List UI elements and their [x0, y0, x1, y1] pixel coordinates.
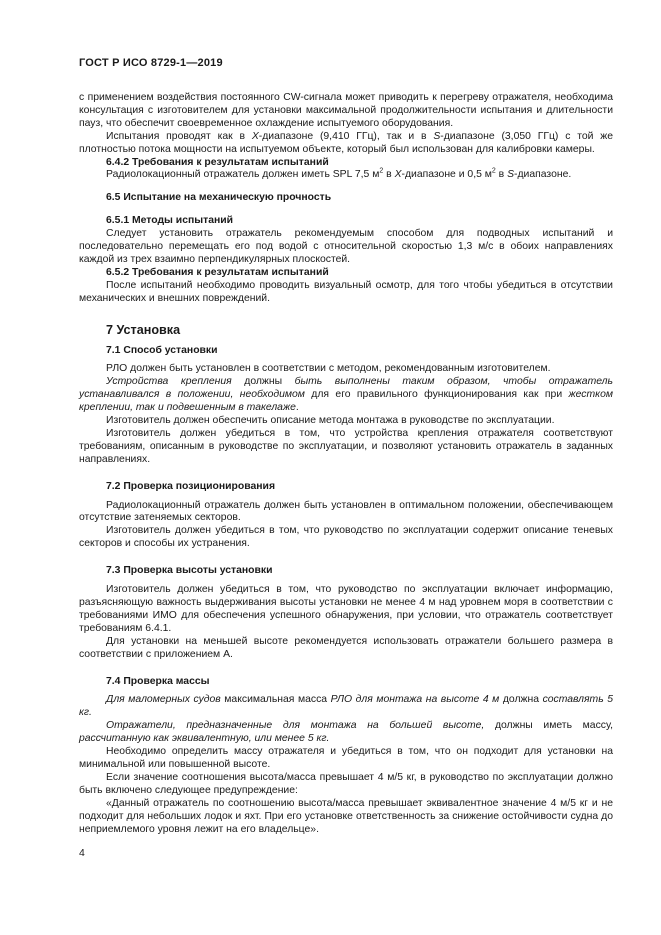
page-number: 4: [79, 848, 85, 859]
paragraph-7-1-1: РЛО должен быть установлен в соответствии с методом, рекомендованным изготовителем.: [106, 363, 551, 375]
paragraph-7-4-3: Необходимо определить массу отражателя и убедиться в том, что он подходит для установки на минимальной или повышенной высоте.: [79, 746, 613, 770]
paragraph-6-5-2: После испытаний необходимо проводить визуальный осмотр, для того чтобы убедиться в отсутствии механических и внешних повреждений.: [79, 279, 613, 304]
spl-text-b: в: [383, 169, 395, 181]
heading-7-1: 7.1 Способ установки: [106, 344, 218, 356]
paragraph-7-2-1: Радиолокационный отражатель должен быть установлен в оптимальном положении, обеспечивающем отсутствие затеняемых секторов.: [79, 499, 613, 524]
italic-text: Для маломерных судов: [106, 694, 221, 706]
italic-text: Устройства крепления: [106, 376, 232, 388]
paragraph-intro: с применением воздействия постоянного CW-сигнала может приводить к перегреву отражателя, необходима консультация с изготовителем для установки максимальной продолжительности испытания и длительности пауз, что обеспечит своевременное охлаждение испытуемого оборудования.: [79, 92, 613, 129]
band-s: S: [507, 169, 515, 181]
paragraph-7-4-4: Если значение соотношения высота/масса превышает 4 м/5 кг, в руководство по эксплуатации должно быть включено следующее предупреждение:: [79, 771, 613, 796]
italic-text: составлять 5 кг.: [79, 694, 613, 719]
superscript: 2: [491, 167, 496, 175]
paragraph-7-1-3: Изготовитель должен обеспечить описание метода монтажа в руководстве по эксплуатации.: [106, 415, 555, 427]
heading-6-4-2: 6.4.2 Требования к результатам испытаний: [106, 156, 329, 168]
spl-text-d: в: [495, 169, 508, 181]
plain-text: .: [295, 402, 299, 414]
plain-text: должна: [499, 694, 543, 706]
paragraph-7-3-1: Изготовитель должен убедиться в том, что руководство по эксплуатации включает информацию, разъясняющую важность выдерживания высоты установки не менее 4 м над уровнем моря в соответствии с требованиями ИМО для обеспечения успешного обнаружения, при условии, что отражатель соответствует требованиям 6.4.1.: [79, 584, 613, 634]
heading-7: 7 Установка: [106, 322, 181, 337]
heading-7-3: 7.3 Проверка высоты установки: [106, 565, 273, 577]
plain-text: должны: [231, 376, 295, 388]
band-s-label: S: [433, 130, 441, 142]
italic-text: рассчитанную как эквивалентную, или менее 5 кг.: [79, 733, 330, 745]
heading-6-5-1: 6.5.1 Методы испытаний: [106, 215, 234, 227]
band-x-label: X: [251, 130, 259, 142]
paragraph-7-1-2: [79, 376, 613, 415]
italic-text: Отражатели, предназначенные для монтажа на большей высоте,: [106, 720, 485, 732]
document-body: [79, 92, 613, 836]
bands-text-1: -диапазоне (9,410 ГГц), так и в: [258, 130, 434, 142]
heading-6-5: 6.5 Испытание на механическую прочность: [106, 192, 332, 204]
plain-text: должны иметь массу,: [484, 720, 613, 732]
paragraph-bands: [79, 131, 613, 157]
bands-text-2: -диапазоне (3,050 ГГц) с той же плотностью потока мощности на испытуемом объекте, который был использован для калибровки камеры.: [79, 130, 613, 155]
spl-text-c: -диапазоне и 0,5 м: [401, 169, 492, 181]
paragraph-7-3-2: Для установки на меньшей высоте рекомендуется использовать отражатели большего размера в соответствии с приложением А.: [79, 635, 613, 660]
italic-text: жестком креплении, так и подвешенным в такелаже: [79, 389, 613, 414]
bands-prefix: Испытания проводят как в: [106, 130, 252, 142]
paragraph-6-4-2: [79, 169, 613, 182]
superscript: 2: [379, 167, 384, 175]
paragraph-7-2-2: Изготовитель должен убедиться в том, что руководство по эксплуатации содержит описание теневых секторов и способы их устранения.: [79, 525, 613, 550]
plain-text: для его правильного функционирования как при: [304, 389, 569, 401]
spl-text-e: -диапазоне.: [514, 169, 572, 181]
paragraph-7-1-4: Изготовитель должен убедиться в том, что устройства крепления отражателя соответствуют требованиям, описанным в руководстве по эксплуатации, и позволяют установить отражатель в заданных направлениях.: [79, 427, 613, 465]
paragraph-7-4-1: [79, 694, 613, 720]
italic-text: РЛО для монтажа на высоте 4 м: [330, 694, 500, 706]
heading-7-2: 7.2 Проверка позиционирования: [106, 480, 276, 492]
paragraph-7-4-5: «Данный отражатель по соотношению высота/масса превышает эквивалентное значение 4 м/5 кг и не подходит для небольших лодок и яхт. При его установке ответственность за снижение остойчивости судна до неприемлемого уровня лежит на его владельце».: [79, 797, 613, 835]
heading-7-4: 7.4 Проверка массы: [106, 675, 210, 687]
heading-6-5-2: 6.5.2 Требования к результатам испытаний: [106, 266, 329, 278]
paragraph-6-5-1: Следует установить отражатель рекомендуемым способом для подводных испытаний и последовательно перемещать его под водой с относительной скоростью 1,3 м/с в обоих направлениях каждой из трех взаимно перпендикулярных плоскостей.: [79, 228, 613, 265]
band-x: X: [394, 169, 402, 181]
paragraph-7-4-2: [79, 720, 613, 746]
italic-text: быть выполнены таким образом, чтобы отражатель устанавливался в положении, необходимом: [79, 376, 613, 401]
document-header: ГОСТ Р ИСО 8729-1—2019: [79, 57, 223, 69]
plain-text: максимальная масса: [220, 694, 331, 706]
spl-text-a: Радиолокационный отражатель должен иметь SPL 7,5 м: [106, 169, 380, 181]
